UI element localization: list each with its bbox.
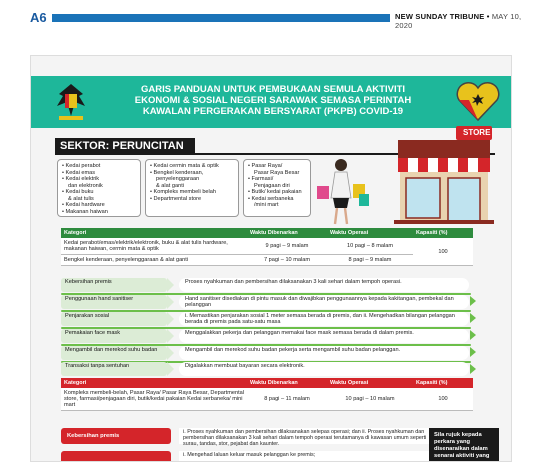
table-header-row <box>61 378 473 388</box>
column-header: Kapasiti (%) <box>413 378 473 388</box>
column-header: Waktu Operasi <box>327 228 413 238</box>
guideline-row <box>61 278 471 292</box>
list-item: • Kedai elektrik <box>62 176 136 183</box>
table-cell: 7 pagi – 10 malam <box>247 255 327 266</box>
operating-hours-table-1 <box>61 228 473 266</box>
table-row <box>61 388 473 411</box>
list-item: • Kedai serbaneka <box>248 196 306 203</box>
list-item: • Kompleks membeli belah <box>150 189 234 196</box>
poster-title-line: GARIS PANDUAN UNTUK PEMBUKAAN SEMULA AKTIVITI <box>140 84 406 95</box>
table-row <box>61 255 473 266</box>
poster-title <box>93 84 453 117</box>
list-item: /mini mart <box>254 202 279 208</box>
column-header: Kapasiti (%) <box>413 228 473 238</box>
table-cell: 100 <box>413 388 473 411</box>
issue-date: MAY 10, 2020 <box>395 12 522 30</box>
guideline-text: Menggalakkan pekerja dan pelanggan memakai face mask semasa berada di dalam premis. <box>179 329 469 343</box>
poster-title-line: EKONOMI & SOSIAL NEGERI SARAWAK SEMASA PERINTAH <box>134 95 412 106</box>
sarawak-flag-heart-icon <box>455 78 501 124</box>
guideline-label: Kebersihan premis <box>61 278 167 292</box>
table-cell: 100 <box>413 238 473 266</box>
sector-title: SEKTOR: PERUNCITAN <box>60 140 184 152</box>
retail-list-1 <box>57 159 141 217</box>
table-cell: 10 pagi – 8 malam <box>327 238 413 255</box>
list-item: • Kedai cermin mata & optik <box>150 163 234 170</box>
guideline-label: Penjarakan sosial <box>61 312 167 326</box>
red-guideline-label: Kebersihan premis <box>61 428 171 444</box>
red-guideline-label <box>61 451 171 462</box>
retail-list-2 <box>145 159 239 217</box>
column-header: Waktu Operasi <box>327 378 413 388</box>
table-header-row <box>61 228 473 238</box>
list-item: • Kedai emas <box>62 170 136 177</box>
chevron-right-icon <box>167 362 174 376</box>
guideline-label: Transaksi tanpa sentuhan <box>61 362 167 376</box>
operating-hours-table-2 <box>61 378 473 411</box>
guideline-row <box>61 362 471 376</box>
poster-title-line: KAWALAN PERGERAKAN BERSYARAT (PKPB) COVID-19 <box>142 106 404 117</box>
guideline-row <box>61 312 471 326</box>
guideline-row <box>61 346 471 360</box>
guideline-label: Penggunaan hand sanitiser <box>61 295 167 309</box>
table-row <box>61 238 473 255</box>
table-cell: 10 pagi – 10 malam <box>327 388 413 411</box>
guideline-poster <box>30 55 512 462</box>
chevron-right-icon <box>167 312 174 326</box>
guideline-text: Hand sanitiser disediakan di pintu masuk dan diwajibkan penggunaannya kepada kakitangan, pembekal dan pelanggan <box>179 295 469 309</box>
list-item: penyelenggaraan <box>156 176 200 182</box>
chevron-right-icon <box>167 278 174 292</box>
page-number: A6 <box>30 10 47 25</box>
red-guideline-text: i. Proses nyahkuman dan pembersihan dilaksanakan selepas operasi; dan ii. Proses nyahkuman dan pembersihan dilaksanakan 3 kali sehari dalam tempoh operasi terutamanya di kawasan umum seperti surau, tandas, stor, pejabat dan kaunter. <box>179 428 441 444</box>
table-cell: 9 pagi – 9 malam <box>247 238 327 255</box>
store-illustration-icon <box>386 124 496 226</box>
column-header: Waktu Dibenarkan <box>247 228 327 238</box>
red-guideline-row <box>61 428 471 448</box>
column-header: Kategori <box>61 228 247 238</box>
guideline-text: Proses nyahkuman dan pembersihan dilaksanakan 3 kali sehari dalam tempoh operasi. <box>179 278 469 292</box>
list-item: Penjagaan diri <box>254 182 290 189</box>
guideline-row <box>61 295 471 309</box>
list-item: • Departmental store <box>150 196 234 203</box>
list-item: dan elektronik <box>68 182 103 189</box>
table-cell: Bengkel kenderaan, penyelenggaraan & alat ganti <box>61 255 247 266</box>
guideline-row <box>61 329 471 343</box>
guideline-text: Mengambil dan merekod suhu badan pekerja serta mengambil suhu badan pelanggan. <box>179 346 469 360</box>
guideline-label: Mengambil dan merekod suhu badan <box>61 346 167 360</box>
list-item: & alat tulis <box>68 195 94 202</box>
list-item: • Kedai hardware <box>62 202 136 209</box>
table-cell: Kedai perabot/emas/elektrik/elektronik, buku & alat tulis hardware, makanan haiwan, cermin mata & optik <box>61 238 247 255</box>
store-sign: STORE <box>463 128 491 137</box>
list-item: • Farmasi/ <box>248 176 306 183</box>
chevron-right-icon <box>167 329 174 343</box>
guideline-text: i. Memastikan penjarakan sosial 1 meter semasa berada di premis, dan ii. Mengehadkan bilangan pelanggan berada di premis pada satu-satu masa <box>179 312 469 326</box>
red-guideline-text: i. Mengehad laluan keluar masuk pelanggan ke premis; <box>179 451 441 462</box>
list-item: • Pasar Raya/ <box>248 163 306 170</box>
table-cell: 8 pagi – 11 malam <box>247 388 327 411</box>
masthead-name: NEW SUNDAY TRIBUNE <box>395 12 485 21</box>
masthead: NEW SUNDAY TRIBUNE • MAY 10, 2020 <box>395 12 522 30</box>
newspaper-header <box>0 0 534 30</box>
sarawak-crest-icon <box>53 80 89 124</box>
chevron-right-icon <box>167 295 174 309</box>
column-header: Kategori <box>61 378 247 388</box>
chevron-right-icon <box>167 346 174 360</box>
retail-list-3 <box>243 159 311 217</box>
guideline-text: Digalakkan membuat bayaran secara elektronik. <box>179 362 469 376</box>
red-guideline-row <box>61 451 471 462</box>
table-cell: 8 pagi – 9 malam <box>327 255 413 266</box>
list-item: • Bengkel kenderaan, <box>150 170 234 177</box>
list-item: & alat ganti <box>156 182 184 189</box>
column-header: Waktu Dibenarkan <box>247 378 327 388</box>
list-item: • Kedai buku <box>62 189 136 196</box>
side-note: Sila rujuk kepada perkara yang disenaraikan dalam senarai aktiviti yang <box>429 428 499 462</box>
table-cell: Kompleks membeli-belah, Pasar Raya/ Pasar Raya Besar, Departmental store, farmasi/penjagaan diri, butik/kedai pakaian Kedai serbaneka/ mini mart <box>61 388 247 411</box>
header-rule <box>52 14 390 22</box>
guideline-label: Pemakaian face mask <box>61 329 167 343</box>
list-item: • Kedai perabot <box>62 163 136 170</box>
list-item: • Butik/ kedai pakaian <box>248 189 306 196</box>
shopper-illustration-icon <box>313 156 373 226</box>
title-banner <box>31 76 512 128</box>
list-item: Pasar Raya Besar <box>254 169 300 176</box>
list-item: • Makanan haiwan <box>62 209 136 216</box>
